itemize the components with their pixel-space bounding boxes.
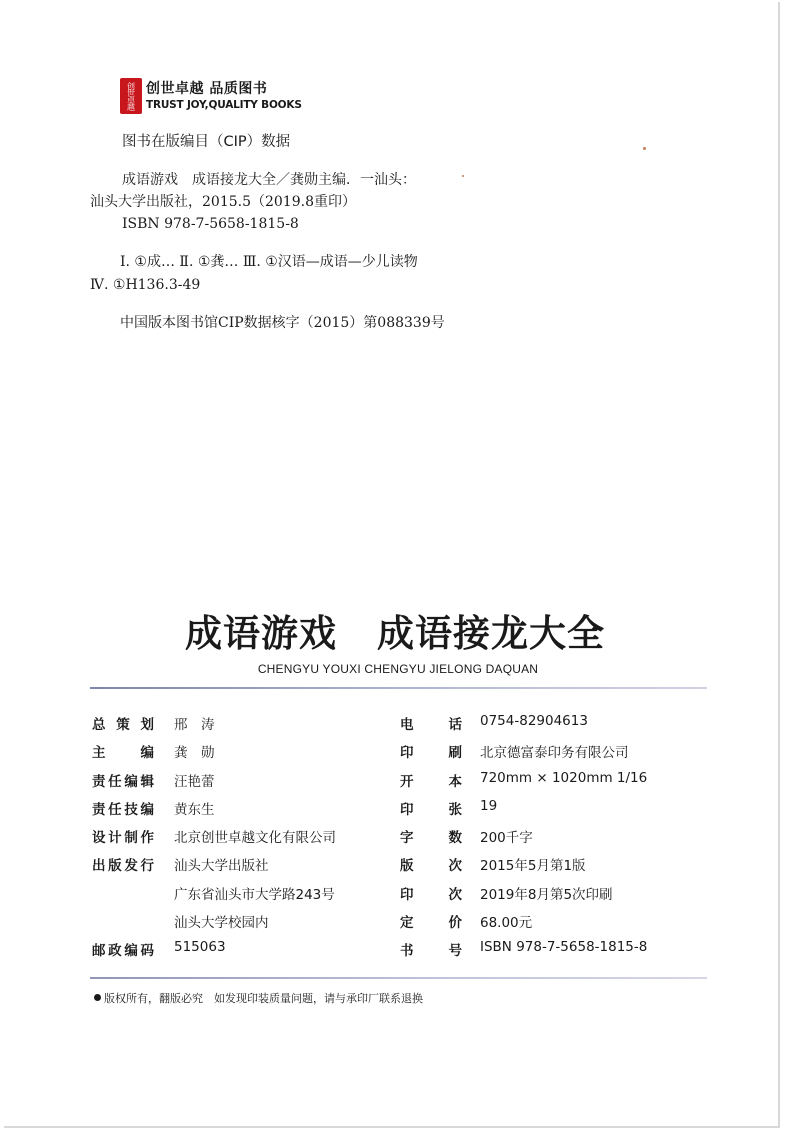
- ink-fleck: [643, 147, 646, 150]
- info-row: [92, 911, 269, 931]
- cip-line-4: Ⅰ. ①成… Ⅱ. ①龚… Ⅲ. ①汉语—成语—少儿读物: [120, 254, 418, 270]
- info-row: [400, 713, 588, 733]
- info-row: [92, 826, 336, 846]
- seal-text: 创世卓越: [126, 82, 136, 110]
- info-label: 开本: [400, 774, 462, 790]
- cip-line-3: ISBN 978-7-5658-1815-8: [122, 216, 299, 232]
- divider-bottom: [90, 977, 707, 979]
- info-label: 电话: [400, 717, 462, 733]
- info-row: [400, 939, 648, 959]
- info-label: 责任技编: [92, 802, 154, 818]
- info-value: 0754-82904613: [480, 713, 588, 729]
- cip-line-5: Ⅳ. ①H136.3-49: [90, 277, 201, 293]
- info-row: [400, 854, 586, 874]
- book-title: [0, 603, 790, 657]
- info-label: 设计制作: [92, 830, 154, 846]
- title-part-1: 成语游戏: [185, 611, 337, 655]
- info-value: 200千字: [480, 830, 533, 846]
- info-row: [92, 713, 215, 733]
- ink-fleck: [462, 175, 464, 177]
- logo-en-text: TRUST JOY,QUALITY BOOKS: [146, 99, 302, 111]
- cip-line-1: 成语游戏 成语接龙大全／龚勋主编．一汕头：: [122, 172, 416, 188]
- cip-line-6: 中国版本图书馆CIP数据核字（2015）第088339号: [120, 315, 445, 331]
- cip-heading: 图书在版编目（CIP）数据: [122, 134, 291, 150]
- info-row: [92, 883, 335, 903]
- info-row: [400, 741, 629, 761]
- info-label: 印张: [400, 802, 462, 818]
- info-label: 责任编辑: [92, 774, 154, 790]
- info-value: 广东省汕头市大学路243号: [174, 887, 335, 903]
- info-value: 汪艳蕾: [174, 774, 215, 790]
- info-row: [92, 798, 215, 818]
- info-label: 书号: [400, 943, 462, 959]
- info-row: [92, 939, 226, 959]
- info-label: 版次: [400, 858, 462, 874]
- divider-top: [90, 687, 707, 689]
- info-label: 邮政编码: [92, 943, 154, 959]
- info-row: [92, 741, 215, 761]
- info-value: 2019年8月第5次印刷: [480, 887, 613, 903]
- info-value: 19: [480, 798, 498, 814]
- info-row: [400, 798, 498, 818]
- info-label: 印次: [400, 887, 462, 903]
- info-value: 720mm × 1020mm 1/16: [480, 770, 648, 786]
- copyright-notice: [94, 990, 423, 1006]
- info-value: ISBN 978-7-5658-1815-8: [480, 939, 648, 955]
- publisher-logo: [120, 78, 302, 114]
- info-row: [400, 770, 648, 790]
- info-value: 北京德富泰印务有限公司: [480, 745, 629, 761]
- title-part-2: 成语接龙大全: [377, 611, 605, 655]
- cip-line-2: 汕头大学出版社，2015.5（2019.8重印）: [90, 194, 356, 210]
- info-value: 邢 涛: [174, 717, 215, 733]
- info-value: 汕头大学校园内: [174, 915, 269, 931]
- info-value: 汕头大学出版社: [174, 858, 269, 874]
- info-value: 515063: [174, 939, 226, 955]
- info-value: 68.00元: [480, 915, 533, 931]
- info-value: 龚 勋: [174, 745, 215, 761]
- info-label: 总策划: [92, 717, 154, 733]
- copyright-text: 版权所有，翻版必究 如发现印装质量问题，请与承印厂联系退换: [104, 992, 423, 1005]
- info-row: [92, 854, 269, 874]
- info-value: 黄东生: [174, 802, 215, 818]
- info-label: 字数: [400, 830, 462, 846]
- info-label: 主编: [92, 745, 154, 761]
- info-row: [400, 911, 533, 931]
- info-value: 2015年5月第1版: [480, 858, 586, 874]
- seal-icon: [120, 78, 142, 114]
- title-pinyin: CHENGYU YOUXI CHENGYU JIELONG DAQUAN: [257, 662, 539, 676]
- info-label: 出版发行: [92, 858, 154, 874]
- info-label: 印刷: [400, 745, 462, 761]
- info-value: 北京创世卓越文化有限公司: [174, 830, 336, 846]
- logo-cn-text: 创世卓越 品质图书: [146, 81, 268, 97]
- info-label: 定价: [400, 915, 462, 931]
- info-row: [92, 770, 215, 790]
- bullet-icon: [94, 994, 101, 1001]
- info-row: [400, 883, 613, 903]
- info-row: [400, 826, 533, 846]
